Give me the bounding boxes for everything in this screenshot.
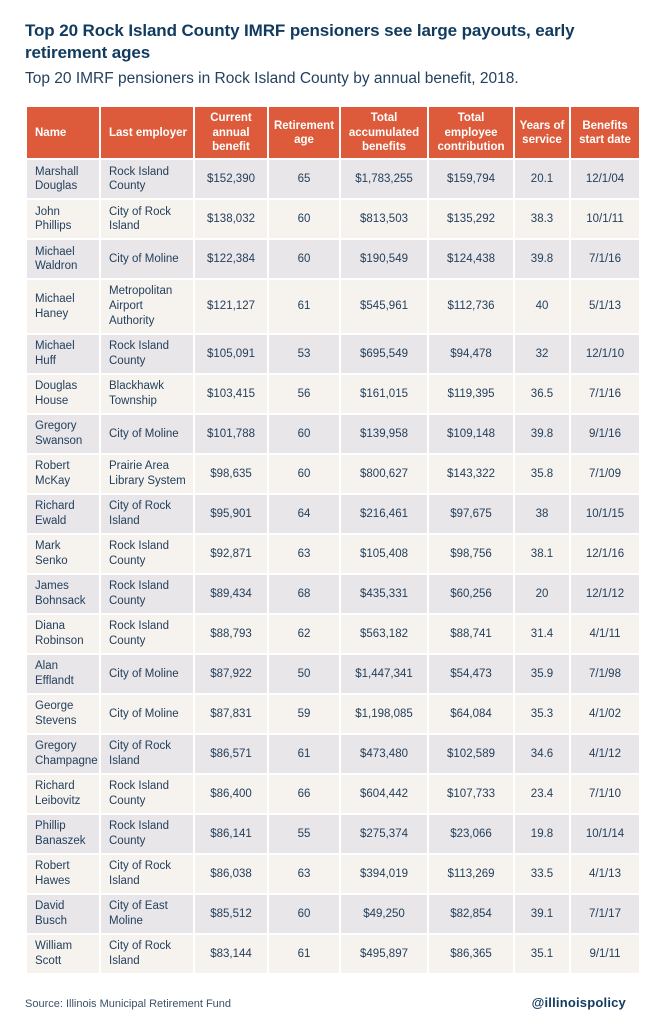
cell-current-annual-benefit: $87,922 [195, 655, 267, 693]
cell-total-employee-contribution: $107,733 [429, 775, 513, 813]
cell-retirement-age: 55 [269, 815, 339, 853]
table-row [27, 535, 639, 573]
column-header-last-employer: Last employer [101, 107, 193, 158]
cell-name: Gregory Swanson [27, 415, 99, 453]
page-subtitle: Top 20 IMRF pensioners in Rock Island County by annual benefit, 2018. [25, 70, 519, 88]
cell-total-accumulated-benefits: $139,958 [341, 415, 427, 453]
cell-name: Phillip Banaszek [27, 815, 99, 853]
cell-years-of-service: 31.4 [515, 615, 569, 653]
cell-current-annual-benefit: $122,384 [195, 240, 267, 278]
cell-total-employee-contribution: $119,395 [429, 375, 513, 413]
table-row [27, 240, 639, 278]
cell-benefits-start-date: 7/1/10 [571, 775, 639, 813]
cell-retirement-age: 68 [269, 575, 339, 613]
cell-total-employee-contribution: $113,269 [429, 855, 513, 893]
cell-total-accumulated-benefits: $545,961 [341, 280, 427, 333]
cell-name: Michael Huff [27, 335, 99, 373]
cell-retirement-age: 62 [269, 615, 339, 653]
cell-total-employee-contribution: $124,438 [429, 240, 513, 278]
cell-total-employee-contribution: $94,478 [429, 335, 513, 373]
cell-total-employee-contribution: $143,322 [429, 455, 513, 493]
table-row [27, 415, 639, 453]
cell-total-accumulated-benefits: $604,442 [341, 775, 427, 813]
cell-total-employee-contribution: $86,365 [429, 935, 513, 973]
cell-retirement-age: 53 [269, 335, 339, 373]
cell-last-employer: Rock Island County [101, 775, 193, 813]
cell-name: John Phillips [27, 200, 99, 238]
cell-benefits-start-date: 10/1/14 [571, 815, 639, 853]
cell-benefits-start-date: 12/1/10 [571, 335, 639, 373]
table-row [27, 695, 639, 733]
cell-total-accumulated-benefits: $394,019 [341, 855, 427, 893]
cell-name: Richard Ewald [27, 495, 99, 533]
cell-years-of-service: 36.5 [515, 375, 569, 413]
column-header-benefits-start-date: Benefits start date [571, 107, 639, 158]
cell-years-of-service: 39.8 [515, 415, 569, 453]
cell-retirement-age: 61 [269, 935, 339, 973]
twitter-handle: @illinoispolicy [531, 995, 626, 1011]
cell-name: Gregory Champagne [27, 735, 99, 773]
cell-name: James Bohnsack [27, 575, 99, 613]
cell-current-annual-benefit: $89,434 [195, 575, 267, 613]
cell-retirement-age: 60 [269, 415, 339, 453]
cell-benefits-start-date: 4/1/02 [571, 695, 639, 733]
cell-current-annual-benefit: $86,038 [195, 855, 267, 893]
cell-name: Michael Haney [27, 280, 99, 333]
table-row [27, 615, 639, 653]
cell-years-of-service: 40 [515, 280, 569, 333]
cell-retirement-age: 65 [269, 160, 339, 198]
column-header-total-employee-contribution: Total employee contribution [429, 107, 513, 158]
cell-total-employee-contribution: $98,756 [429, 535, 513, 573]
cell-last-employer: City of Rock Island [101, 735, 193, 773]
cell-current-annual-benefit: $87,831 [195, 695, 267, 733]
cell-current-annual-benefit: $92,871 [195, 535, 267, 573]
cell-years-of-service: 23.4 [515, 775, 569, 813]
cell-current-annual-benefit: $152,390 [195, 160, 267, 198]
column-header-retirement-age: Retirement age [269, 107, 339, 158]
column-header-name: Name [27, 107, 99, 158]
cell-benefits-start-date: 4/1/11 [571, 615, 639, 653]
table-header-row [27, 107, 639, 158]
cell-total-employee-contribution: $159,794 [429, 160, 513, 198]
cell-total-employee-contribution: $64,084 [429, 695, 513, 733]
cell-total-accumulated-benefits: $435,331 [341, 575, 427, 613]
cell-years-of-service: 20 [515, 575, 569, 613]
cell-name: Diana Robinson [27, 615, 99, 653]
cell-benefits-start-date: 7/1/98 [571, 655, 639, 693]
cell-retirement-age: 56 [269, 375, 339, 413]
cell-last-employer: City of Rock Island [101, 855, 193, 893]
table-row [27, 495, 639, 533]
cell-total-employee-contribution: $135,292 [429, 200, 513, 238]
cell-total-employee-contribution: $102,589 [429, 735, 513, 773]
cell-current-annual-benefit: $103,415 [195, 375, 267, 413]
table-body [27, 160, 639, 973]
cell-name: Robert McKay [27, 455, 99, 493]
cell-current-annual-benefit: $121,127 [195, 280, 267, 333]
table-row [27, 855, 639, 893]
cell-last-employer: City of East Moline [101, 895, 193, 933]
cell-retirement-age: 63 [269, 535, 339, 573]
cell-benefits-start-date: 7/1/16 [571, 375, 639, 413]
cell-name: Douglas House [27, 375, 99, 413]
cell-total-employee-contribution: $97,675 [429, 495, 513, 533]
cell-last-employer: Prairie Area Library System [101, 455, 193, 493]
cell-retirement-age: 60 [269, 240, 339, 278]
cell-total-employee-contribution: $109,148 [429, 415, 513, 453]
cell-last-employer: City of Rock Island [101, 495, 193, 533]
cell-total-employee-contribution: $54,473 [429, 655, 513, 693]
cell-years-of-service: 35.8 [515, 455, 569, 493]
cell-total-accumulated-benefits: $563,182 [341, 615, 427, 653]
cell-retirement-age: 60 [269, 200, 339, 238]
cell-last-employer: City of Rock Island [101, 935, 193, 973]
cell-benefits-start-date: 10/1/15 [571, 495, 639, 533]
cell-years-of-service: 35.1 [515, 935, 569, 973]
cell-last-employer: Blackhawk Township [101, 375, 193, 413]
cell-total-accumulated-benefits: $1,198,085 [341, 695, 427, 733]
cell-total-accumulated-benefits: $495,897 [341, 935, 427, 973]
cell-total-accumulated-benefits: $105,408 [341, 535, 427, 573]
cell-total-employee-contribution: $23,066 [429, 815, 513, 853]
table-row [27, 375, 639, 413]
cell-years-of-service: 19.8 [515, 815, 569, 853]
cell-benefits-start-date: 7/1/16 [571, 240, 639, 278]
table-row [27, 335, 639, 373]
cell-retirement-age: 60 [269, 455, 339, 493]
cell-total-accumulated-benefits: $473,480 [341, 735, 427, 773]
cell-total-accumulated-benefits: $813,503 [341, 200, 427, 238]
table-row [27, 280, 639, 333]
cell-last-employer: Rock Island County [101, 815, 193, 853]
table-row [27, 160, 639, 198]
cell-last-employer: Metropolitan Airport Authority [101, 280, 193, 333]
cell-last-employer: City of Moline [101, 415, 193, 453]
cell-retirement-age: 60 [269, 895, 339, 933]
cell-current-annual-benefit: $86,571 [195, 735, 267, 773]
cell-total-accumulated-benefits: $275,374 [341, 815, 427, 853]
cell-benefits-start-date: 5/1/13 [571, 280, 639, 333]
cell-total-accumulated-benefits: $161,015 [341, 375, 427, 413]
table-row [27, 455, 639, 493]
cell-last-employer: City of Moline [101, 655, 193, 693]
cell-years-of-service: 20.1 [515, 160, 569, 198]
table-row [27, 775, 639, 813]
cell-total-accumulated-benefits: $49,250 [341, 895, 427, 933]
column-header-current-annual-benefit: Current annual benefit [195, 107, 267, 158]
cell-total-employee-contribution: $82,854 [429, 895, 513, 933]
cell-benefits-start-date: 4/1/13 [571, 855, 639, 893]
table-row [27, 935, 639, 973]
cell-benefits-start-date: 10/1/11 [571, 200, 639, 238]
cell-total-employee-contribution: $112,736 [429, 280, 513, 333]
cell-current-annual-benefit: $86,400 [195, 775, 267, 813]
cell-current-annual-benefit: $86,141 [195, 815, 267, 853]
cell-current-annual-benefit: $138,032 [195, 200, 267, 238]
cell-last-employer: City of Moline [101, 240, 193, 278]
cell-benefits-start-date: 7/1/17 [571, 895, 639, 933]
cell-name: George Stevens [27, 695, 99, 733]
cell-current-annual-benefit: $85,512 [195, 895, 267, 933]
cell-current-annual-benefit: $88,793 [195, 615, 267, 653]
cell-years-of-service: 38.3 [515, 200, 569, 238]
column-header-total-accumulated-benefits: Total accumulated benefits [341, 107, 427, 158]
cell-retirement-age: 61 [269, 280, 339, 333]
table-row [27, 200, 639, 238]
cell-total-employee-contribution: $60,256 [429, 575, 513, 613]
column-header-years-of-service: Years of service [515, 107, 569, 158]
cell-current-annual-benefit: $105,091 [195, 335, 267, 373]
table-header [27, 107, 639, 158]
table-row [27, 895, 639, 933]
cell-current-annual-benefit: $95,901 [195, 495, 267, 533]
cell-last-employer: Rock Island County [101, 575, 193, 613]
cell-years-of-service: 35.3 [515, 695, 569, 733]
cell-name: Robert Hawes [27, 855, 99, 893]
cell-benefits-start-date: 4/1/12 [571, 735, 639, 773]
cell-years-of-service: 39.8 [515, 240, 569, 278]
cell-years-of-service: 33.5 [515, 855, 569, 893]
cell-name: Michael Waldron [27, 240, 99, 278]
cell-last-employer: Rock Island County [101, 335, 193, 373]
cell-current-annual-benefit: $98,635 [195, 455, 267, 493]
cell-retirement-age: 63 [269, 855, 339, 893]
cell-total-accumulated-benefits: $1,783,255 [341, 160, 427, 198]
cell-benefits-start-date: 9/1/11 [571, 935, 639, 973]
cell-last-employer: Rock Island County [101, 160, 193, 198]
cell-total-employee-contribution: $88,741 [429, 615, 513, 653]
cell-current-annual-benefit: $101,788 [195, 415, 267, 453]
cell-years-of-service: 32 [515, 335, 569, 373]
cell-years-of-service: 38 [515, 495, 569, 533]
cell-total-accumulated-benefits: $216,461 [341, 495, 427, 533]
cell-last-employer: Rock Island County [101, 615, 193, 653]
cell-years-of-service: 39.1 [515, 895, 569, 933]
cell-retirement-age: 59 [269, 695, 339, 733]
cell-benefits-start-date: 9/1/16 [571, 415, 639, 453]
cell-years-of-service: 38.1 [515, 535, 569, 573]
cell-total-accumulated-benefits: $800,627 [341, 455, 427, 493]
cell-benefits-start-date: 12/1/04 [571, 160, 639, 198]
cell-name: Richard Leibovitz [27, 775, 99, 813]
cell-benefits-start-date: 7/1/09 [571, 455, 639, 493]
table-row [27, 815, 639, 853]
cell-total-accumulated-benefits: $695,549 [341, 335, 427, 373]
cell-benefits-start-date: 12/1/16 [571, 535, 639, 573]
table-row [27, 575, 639, 613]
cell-last-employer: City of Moline [101, 695, 193, 733]
source-text: Source: Illinois Municipal Retirement Fund [25, 998, 232, 1011]
cell-total-accumulated-benefits: $1,447,341 [341, 655, 427, 693]
table-row [27, 655, 639, 693]
pension-table [25, 105, 641, 975]
cell-years-of-service: 35.9 [515, 655, 569, 693]
cell-benefits-start-date: 12/1/12 [571, 575, 639, 613]
cell-name: Alan Efflandt [27, 655, 99, 693]
cell-last-employer: City of Rock Island [101, 200, 193, 238]
cell-name: Marshall Douglas [27, 160, 99, 198]
cell-total-accumulated-benefits: $190,549 [341, 240, 427, 278]
cell-name: William Scott [27, 935, 99, 973]
cell-retirement-age: 64 [269, 495, 339, 533]
cell-years-of-service: 34.6 [515, 735, 569, 773]
cell-retirement-age: 50 [269, 655, 339, 693]
cell-retirement-age: 66 [269, 775, 339, 813]
footer [25, 995, 626, 1010]
page-title: Top 20 Rock Island County IMRF pensioners see large payouts, early retirement ages [25, 21, 575, 63]
cell-name: David Busch [27, 895, 99, 933]
table-row [27, 735, 639, 773]
cell-current-annual-benefit: $83,144 [195, 935, 267, 973]
cell-last-employer: Rock Island County [101, 535, 193, 573]
cell-retirement-age: 61 [269, 735, 339, 773]
cell-name: Mark Senko [27, 535, 99, 573]
